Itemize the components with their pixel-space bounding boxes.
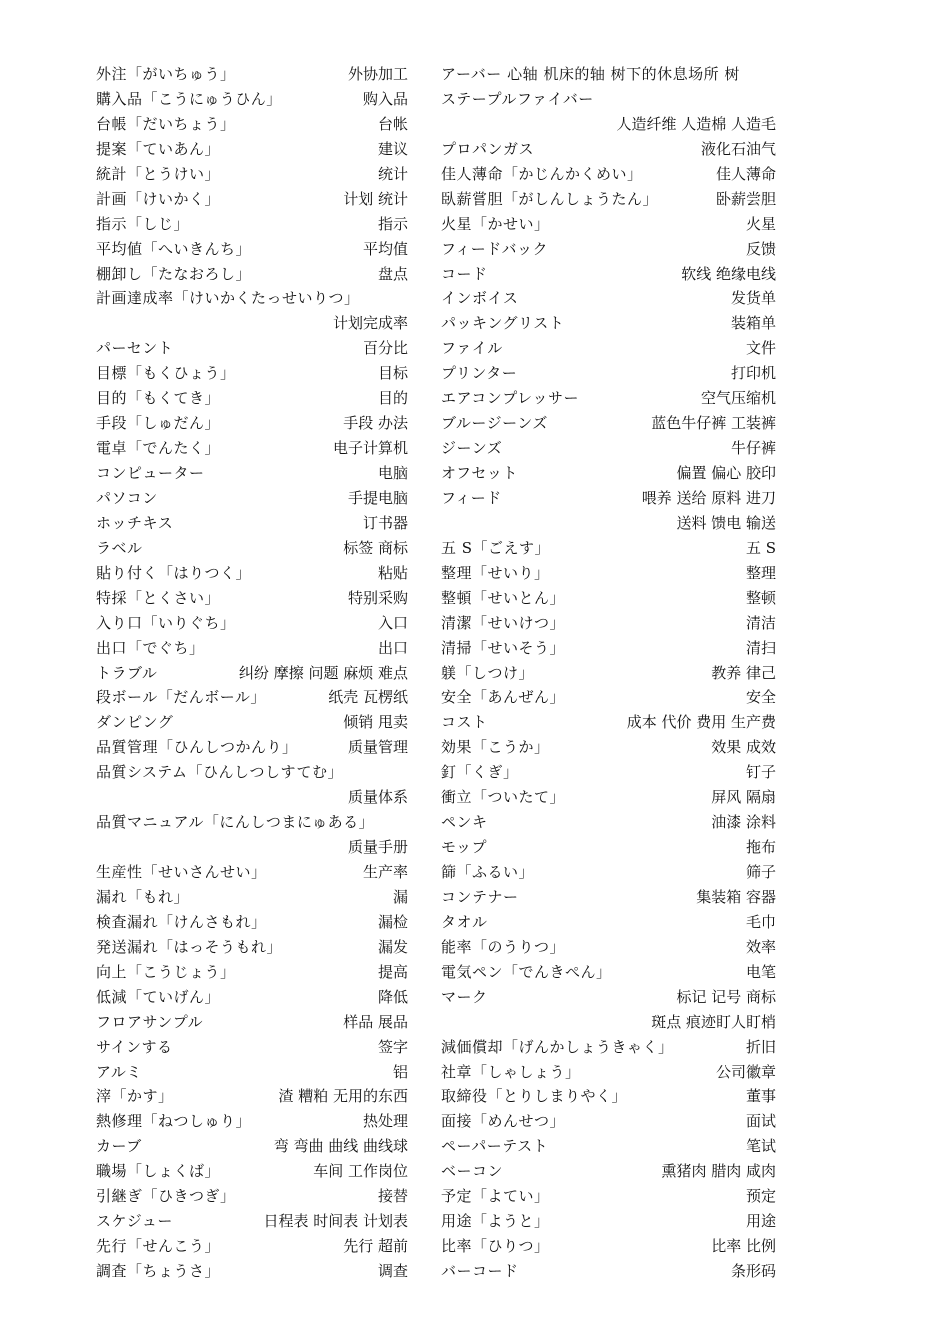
vocab-row <box>441 910 776 935</box>
japanese-term: モップ <box>441 838 488 857</box>
vocab-row <box>96 436 408 461</box>
chinese-translation: 盘点 <box>377 264 408 283</box>
chinese-translation: 牛仔裤 <box>730 439 776 458</box>
vocab-row <box>96 1259 408 1284</box>
japanese-term: コスト <box>441 713 488 732</box>
japanese-term: 効果「こうか」 <box>441 738 550 757</box>
vocab-row <box>96 735 408 760</box>
vocab-row <box>441 311 776 336</box>
vocab-row <box>96 960 408 985</box>
japanese-term: 減価償却「げんかしょうきゃく」 <box>441 1037 674 1056</box>
vocab-row <box>96 1209 408 1234</box>
chinese-translation: 出口 <box>377 638 408 657</box>
vocab-row <box>96 62 408 87</box>
chinese-translation: 样品 展品 <box>343 1012 408 1031</box>
vocab-row <box>96 311 408 336</box>
vocab-row <box>96 1010 408 1035</box>
japanese-term: 段ボール「だんボール」 <box>96 688 266 707</box>
japanese-term: 比率「ひりつ」 <box>441 1237 550 1256</box>
vocab-row <box>96 661 408 686</box>
vocab-row <box>96 935 408 960</box>
vocab-row <box>96 760 408 785</box>
vocab-row <box>441 561 776 586</box>
chinese-translation: 纸壳 瓦楞纸 <box>328 688 408 707</box>
right-column <box>441 62 776 1284</box>
vocab-row <box>441 885 776 910</box>
japanese-term: 取締役「とりしまりやく」 <box>441 1087 628 1106</box>
japanese-term: 品質システム「ひんしつしすてむ」 <box>96 763 343 782</box>
chinese-translation: 打印机 <box>730 364 776 383</box>
chinese-translation: 计划完成率 <box>332 314 408 333</box>
vocab-row <box>96 685 408 710</box>
chinese-translation: 油漆 涂料 <box>711 813 776 832</box>
vocab-row <box>96 1134 408 1159</box>
chinese-translation: 铝 <box>392 1062 408 1081</box>
japanese-term: 火星「かせい」 <box>441 214 550 233</box>
chinese-translation: 比率 比例 <box>711 1237 776 1256</box>
japanese-term: ホッチキス <box>96 513 174 532</box>
vocab-row <box>96 511 408 536</box>
vocab-row <box>96 486 408 511</box>
japanese-term: 目標「もくひょう」 <box>96 364 236 383</box>
vocab-row <box>96 112 408 137</box>
japanese-term: マーク <box>441 987 488 1006</box>
japanese-term: 品質管理「ひんしつかんり」 <box>96 738 298 757</box>
japanese-term: 計画達成率「けいかくたっせいりつ」 <box>96 289 360 308</box>
vocab-row <box>441 1084 776 1109</box>
vocab-row <box>96 1184 408 1209</box>
vocab-row <box>96 910 408 935</box>
vocab-row <box>441 1184 776 1209</box>
chinese-translation: 降低 <box>377 987 408 1006</box>
japanese-term: 漏れ「もれ」 <box>96 887 190 906</box>
japanese-term: 貼り付く「はりつく」 <box>96 563 252 582</box>
japanese-term: ラベル <box>96 538 143 557</box>
chinese-translation: 蓝色牛仔裤 工装裤 <box>651 414 776 433</box>
japanese-term: スケジュー <box>96 1212 173 1231</box>
chinese-translation: 漏 <box>392 887 408 906</box>
chinese-translation: 标签 商标 <box>343 538 408 557</box>
japanese-term: コンテナー <box>441 887 519 906</box>
chinese-translation: 文件 <box>745 339 776 358</box>
chinese-translation: 预定 <box>745 1187 776 1206</box>
chinese-translation: 液化石油气 <box>700 139 776 158</box>
vocab-row <box>441 611 776 636</box>
chinese-translation: 效果 成效 <box>711 738 776 757</box>
japanese-term: 台帳「だいちょう」 <box>96 114 236 133</box>
chinese-translation: 车间 工作岗位 <box>313 1162 408 1181</box>
japanese-term: コード <box>441 264 488 283</box>
vocab-row <box>96 611 408 636</box>
japanese-term: 平均値「へいきんち」 <box>96 239 252 258</box>
vocab-row <box>96 162 408 187</box>
japanese-term: 五 S「ごえす」 <box>441 538 551 557</box>
vocab-row <box>441 735 776 760</box>
japanese-term: 目的「もくてき」 <box>96 389 221 408</box>
vocab-row <box>96 1035 408 1060</box>
japanese-term: 生産性「せいさんせい」 <box>96 863 267 881</box>
japanese-term: 外注「がいちゅう」 <box>96 65 236 83</box>
chinese-translation: 折旧 <box>745 1037 776 1056</box>
japanese-term: アルミ <box>96 1062 142 1081</box>
vocab-row <box>441 835 776 860</box>
vocab-row <box>441 935 776 960</box>
chinese-translation: 粘贴 <box>377 563 408 582</box>
chinese-translation: 漏检 <box>377 912 408 931</box>
vocab-row <box>441 1159 776 1184</box>
chinese-translation: 指示 <box>377 214 408 233</box>
chinese-translation: 特别采购 <box>347 588 408 607</box>
japanese-term: 清潔「せいけつ」 <box>441 613 566 632</box>
vocab-row <box>96 87 408 112</box>
vocab-row <box>441 960 776 985</box>
japanese-term: 引継ぎ「ひきつぎ」 <box>96 1187 236 1206</box>
chinese-translation: 电笔 <box>745 962 776 981</box>
vocab-row <box>96 212 408 237</box>
japanese-term: コンピューター <box>96 464 205 482</box>
japanese-term: プロパンガス <box>441 139 535 158</box>
japanese-term: 篩「ふるい」 <box>441 863 535 881</box>
vocab-row <box>441 810 776 835</box>
vocab-row <box>441 461 776 486</box>
japanese-term: ペンキ <box>441 813 488 832</box>
japanese-term: 能率「のうりつ」 <box>441 937 566 956</box>
chinese-translation: 屏风 隔扇 <box>711 788 776 807</box>
chinese-translation: 空气压缩机 <box>700 389 776 408</box>
vocab-row <box>441 112 776 137</box>
vocab-row <box>96 1084 408 1109</box>
japanese-term: 予定「よてい」 <box>441 1187 550 1206</box>
vocab-row <box>441 1134 776 1159</box>
chinese-translation: 成本 代价 费用 生产费 <box>626 713 776 732</box>
vocab-row <box>96 1060 408 1085</box>
chinese-translation: 手提电脑 <box>347 488 408 507</box>
japanese-term: ジーンズ <box>441 439 503 458</box>
chinese-translation: 统计 <box>377 164 408 183</box>
japanese-term: 指示「しじ」 <box>96 214 190 233</box>
chinese-translation: 筛子 <box>745 863 776 881</box>
chinese-translation: 生产率 <box>362 863 408 881</box>
japanese-term: 社章「しゃしょう」 <box>441 1062 581 1081</box>
vocab-row <box>441 386 776 411</box>
chinese-translation: 入口 <box>377 613 408 632</box>
japanese-term: タオル <box>441 912 488 931</box>
chinese-translation: 目标 <box>377 364 408 383</box>
japanese-term: 清掃「せいそう」 <box>441 638 566 657</box>
chinese-translation: 拖布 <box>745 838 776 857</box>
vocab-row <box>96 785 408 810</box>
chinese-translation: 火星 <box>745 214 776 233</box>
vocab-row <box>441 511 776 536</box>
chinese-translation: 日程表 时间表 计划表 <box>263 1212 408 1231</box>
japanese-term: プリンター <box>441 364 518 383</box>
chinese-translation: 集装箱 容器 <box>696 887 776 906</box>
vocab-row <box>441 985 776 1010</box>
chinese-translation: 条形码 <box>730 1262 776 1280</box>
japanese-term: 計画「けいかく」 <box>96 189 221 208</box>
chinese-translation: 教养 律己 <box>711 663 776 682</box>
vocab-row <box>441 486 776 511</box>
chinese-translation: 弯 弯曲 曲线 曲线球 <box>273 1137 408 1156</box>
japanese-term: ベーコン <box>441 1162 504 1181</box>
japanese-term: インボイス <box>441 289 519 308</box>
vocab-row <box>441 1234 776 1259</box>
chinese-translation: 质量体系 <box>347 788 408 807</box>
japanese-term: パッキングリスト <box>441 314 565 333</box>
japanese-term: 面接「めんせつ」 <box>441 1112 566 1131</box>
japanese-term: ダンピング <box>96 713 174 732</box>
vocab-row <box>96 137 408 162</box>
vocab-row <box>96 411 408 436</box>
japanese-term: 熱修理「ねつしゅり」 <box>96 1112 252 1131</box>
vocab-row <box>96 586 408 611</box>
chinese-translation: 热处理 <box>362 1112 408 1131</box>
japanese-term: 躾「しつけ」 <box>441 663 535 682</box>
japanese-term: 整頓「せいとん」 <box>441 588 566 607</box>
vocab-row <box>96 461 408 486</box>
vocab-row <box>441 1109 776 1134</box>
japanese-term: 品質マニュアル「にんしつまにゅある」 <box>96 813 375 832</box>
vocab-row <box>441 87 776 112</box>
japanese-term: フィード <box>441 488 502 507</box>
vocab-row <box>96 885 408 910</box>
vocab-row <box>441 1209 776 1234</box>
vocab-row <box>96 1159 408 1184</box>
chinese-translation: 渣 糟粕 无用的东西 <box>278 1087 408 1106</box>
japanese-term: ペーパーテスト <box>441 1137 549 1156</box>
vocab-row <box>441 785 776 810</box>
vocab-row <box>96 237 408 262</box>
chinese-translation: 手段 办法 <box>343 414 408 433</box>
chinese-translation: 接替 <box>377 1187 408 1206</box>
japanese-term: パソコン <box>96 488 158 507</box>
vocab-row <box>441 436 776 461</box>
chinese-translation: 电脑 <box>377 464 408 482</box>
japanese-term: 向上「こうじょう」 <box>96 962 236 981</box>
vocab-row <box>96 810 408 835</box>
japanese-term: 釘「くぎ」 <box>441 763 519 782</box>
vocab-row <box>96 636 408 661</box>
vocab-row <box>441 336 776 361</box>
vocab-row <box>441 586 776 611</box>
chinese-translation: 台帐 <box>377 114 408 133</box>
chinese-translation: 漏发 <box>377 937 408 956</box>
vocab-row <box>96 361 408 386</box>
chinese-translation: 倾销 甩卖 <box>343 713 408 732</box>
japanese-term: 購入品「こうにゅうひん」 <box>96 89 282 108</box>
chinese-translation: 佳人薄命 <box>715 164 776 183</box>
chinese-translation: 偏置 偏心 胶印 <box>676 464 776 482</box>
chinese-translation: 标记 记号 商标 <box>676 987 776 1006</box>
chinese-translation: 软线 绝缘电线 <box>681 264 776 283</box>
japanese-term: 発送漏れ「はっそうもれ」 <box>96 937 283 956</box>
chinese-translation: 面试 <box>745 1112 776 1131</box>
chinese-translation: 先行 超前 <box>343 1237 408 1256</box>
japanese-term: サインする <box>96 1037 173 1056</box>
chinese-translation: 清扫 <box>745 638 776 657</box>
vocab-row <box>441 212 776 237</box>
japanese-term: 安全「あんぜん」 <box>441 688 566 707</box>
chinese-translation: 外协加工 <box>347 65 408 83</box>
vocab-row <box>441 286 776 311</box>
japanese-term: 低減「ていげん」 <box>96 987 221 1006</box>
vocab-row <box>96 536 408 561</box>
japanese-term: 出口「でぐち」 <box>96 638 205 657</box>
chinese-translation: 整顿 <box>745 588 776 607</box>
japanese-term: トラブル <box>96 663 158 682</box>
japanese-term: 滓「かす」 <box>96 1087 174 1106</box>
chinese-translation: 人造纤维 人造棉 人造毛 <box>616 114 776 133</box>
japanese-term: 電卓「でんたく」 <box>96 439 221 458</box>
japanese-term: 棚卸し「たなおろし」 <box>96 264 252 283</box>
chinese-translation: 卧薪尝胆 <box>715 189 776 208</box>
vocab-row <box>441 536 776 561</box>
chinese-translation: 订书器 <box>362 513 408 532</box>
japanese-term: オフセット <box>441 464 518 482</box>
chinese-translation: 目的 <box>377 389 408 408</box>
chinese-translation: 用途 <box>745 1212 776 1231</box>
vocab-row <box>96 860 408 885</box>
japanese-term: 入り口「いりぐち」 <box>96 613 236 632</box>
japanese-term: 職場「しょくば」 <box>96 1162 221 1181</box>
chinese-translation: 电子计算机 <box>332 439 408 458</box>
japanese-term: 調査「ちょうさ」 <box>96 1262 221 1280</box>
japanese-term: 電気ペン「でんきぺん」 <box>441 962 612 981</box>
chinese-translation: 整理 <box>745 563 776 582</box>
vocab-row <box>441 1060 776 1085</box>
japanese-term: エアコンプレッサー <box>441 389 580 408</box>
chinese-translation: 五 S <box>745 538 776 557</box>
chinese-translation: 熏猪肉 腊肉 咸肉 <box>661 1162 776 1181</box>
vocab-row <box>96 1234 408 1259</box>
chinese-translation: 签字 <box>377 1037 408 1056</box>
chinese-translation: 清洁 <box>745 613 776 632</box>
japanese-term: ステープルファイバー <box>441 89 594 108</box>
japanese-term: ブルージーンズ <box>441 414 548 433</box>
chinese-translation: 钉子 <box>745 763 776 782</box>
chinese-translation: 毛巾 <box>745 912 776 931</box>
vocab-row <box>96 262 408 287</box>
japanese-term: 先行「せんこう」 <box>96 1237 221 1256</box>
japanese-term: バーコード <box>441 1262 519 1280</box>
japanese-term: 臥薪嘗胆「がしんしょうたん」 <box>441 189 659 208</box>
vocab-row <box>441 262 776 287</box>
chinese-translation: 效率 <box>745 937 776 956</box>
vocab-row <box>441 636 776 661</box>
japanese-term: 統計「とうけい」 <box>96 164 221 183</box>
vocab-row <box>441 710 776 735</box>
japanese-term: 提案「ていあん」 <box>96 139 221 158</box>
vocab-row <box>441 237 776 262</box>
vocab-row <box>96 187 408 212</box>
japanese-term: ファイル <box>441 339 503 358</box>
chinese-translation: 公司徽章 <box>715 1062 776 1081</box>
vocab-row <box>441 187 776 212</box>
japanese-term: カーブ <box>96 1137 142 1156</box>
chinese-translation: 纠纷 摩擦 问题 麻烦 难点 <box>238 663 408 682</box>
vocab-row <box>441 1010 776 1035</box>
chinese-translation: 反馈 <box>745 239 776 258</box>
chinese-translation: 笔试 <box>745 1137 776 1156</box>
vocab-row <box>441 661 776 686</box>
vocab-row <box>441 760 776 785</box>
japanese-term: 特採「とくさい」 <box>96 588 221 607</box>
vocab-row <box>441 685 776 710</box>
vocab-row <box>96 1109 408 1134</box>
chinese-translation: 喂养 送给 原料 进刀 <box>641 488 776 507</box>
vocab-row <box>441 137 776 162</box>
chinese-translation: 计划 统计 <box>343 189 408 208</box>
japanese-term: 検査漏れ「けんさもれ」 <box>96 912 267 931</box>
chinese-translation: 购入品 <box>362 89 408 108</box>
japanese-term: 用途「ようと」 <box>441 1212 550 1231</box>
chinese-translation: 装箱单 <box>730 314 776 333</box>
vocab-row <box>441 1259 776 1284</box>
vocab-row <box>96 985 408 1010</box>
vocab-row <box>96 386 408 411</box>
chinese-translation: 质量管理 <box>347 738 408 757</box>
vocab-row <box>96 561 408 586</box>
vocab-row <box>441 860 776 885</box>
left-column <box>96 62 408 1284</box>
chinese-translation: 建议 <box>377 139 408 158</box>
japanese-term: アーバー 心轴 机床的轴 树下的休息场所 树 <box>441 65 740 83</box>
vocab-row <box>96 710 408 735</box>
chinese-translation: 平均值 <box>362 239 408 258</box>
vocab-row <box>441 162 776 187</box>
japanese-term: フロアサンプル <box>96 1012 204 1031</box>
chinese-translation: 调查 <box>377 1262 408 1280</box>
japanese-term: 佳人薄命「かじんかくめい」 <box>441 164 643 183</box>
japanese-term: 手段「しゅだん」 <box>96 414 221 433</box>
vocab-row <box>441 361 776 386</box>
chinese-translation: 质量手册 <box>347 838 408 857</box>
chinese-translation: 安全 <box>745 688 776 707</box>
japanese-term: 衝立「ついたて」 <box>441 788 566 807</box>
chinese-translation: 提高 <box>377 962 408 981</box>
vocab-row <box>96 286 408 311</box>
japanese-term: 整理「せいり」 <box>441 563 550 582</box>
vocab-row <box>96 835 408 860</box>
chinese-translation: 发货单 <box>730 289 776 308</box>
japanese-term: パーセント <box>96 339 174 358</box>
chinese-translation: 董事 <box>745 1087 776 1106</box>
vocab-row <box>96 336 408 361</box>
chinese-translation: 斑点 痕迹盯人盯梢 <box>651 1012 776 1031</box>
vocab-row <box>441 1035 776 1060</box>
vocab-row <box>441 411 776 436</box>
chinese-translation: 送料 馈电 输送 <box>676 513 776 532</box>
chinese-translation: 百分比 <box>362 339 408 358</box>
vocab-row <box>441 62 776 87</box>
japanese-term: フィードバック <box>441 239 549 258</box>
